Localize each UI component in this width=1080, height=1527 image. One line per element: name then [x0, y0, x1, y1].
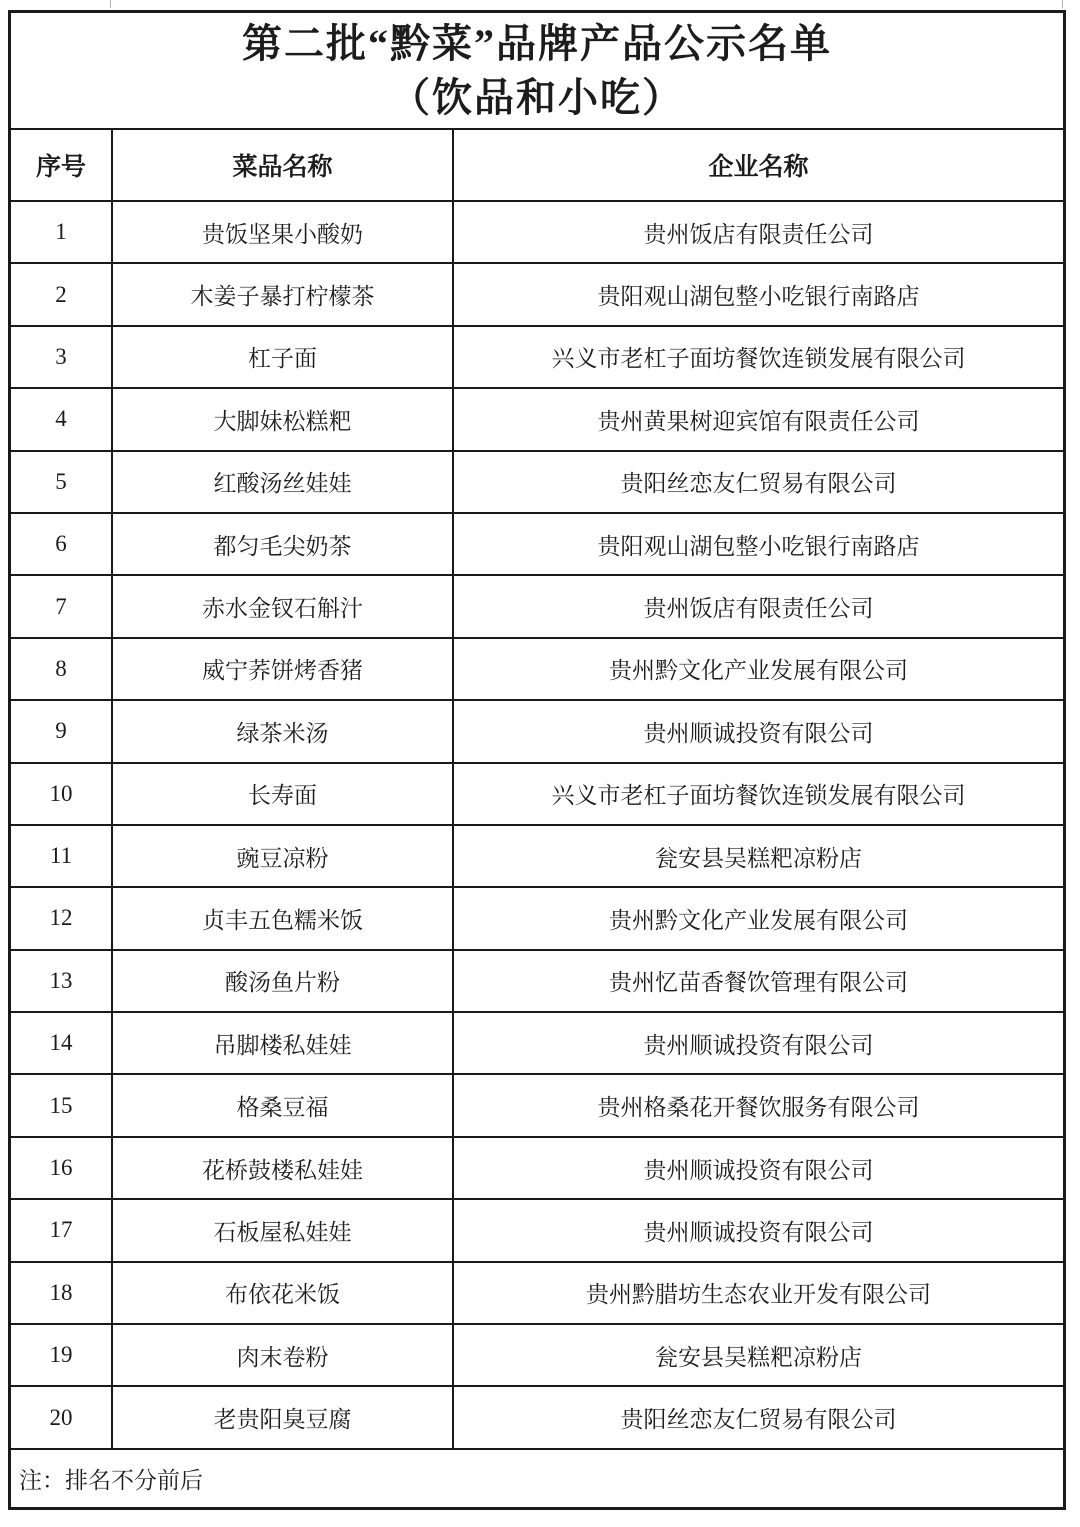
table-row — [11, 1136, 1063, 1198]
company-name: 兴义市老杠子面坊餐饮连锁发展有限公司 — [551, 346, 966, 372]
company-name: 贵州顺诚投资有限公司 — [643, 720, 874, 746]
row-number: 8 — [11, 639, 113, 699]
company-name: 贵州饭店有限责任公司 — [643, 221, 874, 247]
dish-name: 杠子面 — [113, 327, 454, 387]
row-number: 17 — [11, 1200, 113, 1260]
dish-name: 长寿面 — [113, 764, 454, 824]
header-dish-name: 菜品名称 — [113, 130, 454, 200]
dish-name: 酸汤鱼片粉 — [113, 951, 454, 1011]
row-number: 18 — [11, 1263, 113, 1323]
row-number: 14 — [11, 1013, 113, 1073]
table-row — [11, 1073, 1063, 1135]
company-name: 贵阳丝恋友仁贸易有限公司 — [620, 471, 897, 497]
dish-name: 豌豆凉粉 — [113, 826, 454, 886]
table-row — [11, 1198, 1063, 1260]
company-name: 贵州黔腊坊生态农业开发有限公司 — [586, 1282, 931, 1308]
table-row — [11, 824, 1063, 886]
row-number: 15 — [11, 1075, 113, 1135]
row-number: 3 — [11, 327, 113, 387]
dish-name: 格桑豆福 — [113, 1075, 454, 1135]
row-number: 9 — [11, 701, 113, 761]
company-name: 贵州忆苗香餐饮管理有限公司 — [609, 970, 908, 996]
dish-name: 石板屋私娃娃 — [113, 1200, 454, 1260]
row-number: 7 — [11, 576, 113, 636]
table-row — [11, 325, 1063, 387]
header-no: 序号 — [11, 130, 113, 200]
table-header-row — [11, 128, 1063, 200]
remnant-vertical-line — [110, 0, 111, 8]
table-row — [11, 1011, 1063, 1073]
row-number: 16 — [11, 1138, 113, 1198]
row-number: 12 — [11, 888, 113, 948]
table-row — [11, 637, 1063, 699]
company-name: 瓮安县吴糕粑凉粉店 — [655, 1344, 862, 1370]
company-name: 贵州饭店有限责任公司 — [643, 596, 874, 622]
table-row — [11, 574, 1063, 636]
table-row — [11, 699, 1063, 761]
company-name: 贵州顺诚投资有限公司 — [643, 1032, 874, 1058]
row-number: 5 — [11, 452, 113, 512]
company-name: 瓮安县吴糕粑凉粉店 — [655, 845, 862, 871]
company-name: 贵阳丝恋友仁贸易有限公司 — [620, 1407, 897, 1433]
row-number: 20 — [11, 1387, 113, 1447]
row-number: 10 — [11, 764, 113, 824]
dish-name: 大脚妹松糕粑 — [113, 389, 454, 449]
table-row — [11, 262, 1063, 324]
table-row — [11, 1385, 1063, 1447]
company-name: 贵州顺诚投资有限公司 — [643, 1157, 874, 1183]
company-name: 贵州顺诚投资有限公司 — [643, 1219, 874, 1245]
company-name: 贵州黄果树迎宾馆有限责任公司 — [597, 408, 920, 434]
dish-name: 绿茶米汤 — [113, 701, 454, 761]
title-line-1: 第二批“黔菜”品牌产品公示名单 — [242, 20, 832, 66]
table-row — [11, 450, 1063, 512]
table-body — [11, 200, 1063, 1448]
dish-name: 红酸汤丝娃娃 — [113, 452, 454, 512]
dish-name: 吊脚楼私娃娃 — [113, 1013, 454, 1073]
company-name: 贵州黔文化产业发展有限公司 — [609, 658, 908, 684]
dish-name: 都匀毛尖奶茶 — [113, 514, 454, 574]
company-name: 贵阳观山湖包整小吃银行南路店 — [597, 284, 920, 310]
dish-name: 布依花米饭 — [113, 1263, 454, 1323]
publicity-list-table — [8, 10, 1066, 1510]
table-row — [11, 886, 1063, 948]
dish-name: 木姜子暴打柠檬茶 — [113, 264, 454, 324]
header-company-name: 企业名称 — [708, 154, 809, 181]
dish-name: 赤水金钗石斛汁 — [113, 576, 454, 636]
footer-note: 注：排名不分前后 — [19, 1467, 203, 1493]
row-number: 2 — [11, 264, 113, 324]
table-title — [11, 13, 1063, 128]
table-row — [11, 1261, 1063, 1323]
row-number: 19 — [11, 1325, 113, 1385]
cropped-table-remnant — [0, 0, 1080, 10]
table-row — [11, 1323, 1063, 1385]
row-number: 4 — [11, 389, 113, 449]
row-number: 1 — [11, 202, 113, 262]
remnant-vertical-line — [1062, 0, 1063, 8]
footer-note-row — [11, 1448, 1063, 1507]
dish-name: 花桥鼓楼私娃娃 — [113, 1138, 454, 1198]
dish-name: 老贵阳臭豆腐 — [113, 1387, 454, 1447]
dish-name: 威宁荞饼烤香猪 — [113, 639, 454, 699]
table-row — [11, 387, 1063, 449]
company-name: 贵阳观山湖包整小吃银行南路店 — [597, 533, 920, 559]
dish-name: 贵饭坚果小酸奶 — [113, 202, 454, 262]
dish-name: 贞丰五色糯米饭 — [113, 888, 454, 948]
table-row — [11, 512, 1063, 574]
table-row — [11, 762, 1063, 824]
row-number: 11 — [11, 826, 113, 886]
company-name: 贵州黔文化产业发展有限公司 — [609, 907, 908, 933]
row-number: 13 — [11, 951, 113, 1011]
company-name: 兴义市老杠子面坊餐饮连锁发展有限公司 — [551, 783, 966, 809]
row-number: 6 — [11, 514, 113, 574]
table-row — [11, 949, 1063, 1011]
company-name: 贵州格桑花开餐饮服务有限公司 — [597, 1095, 920, 1121]
dish-name: 肉末卷粉 — [113, 1325, 454, 1385]
table-row — [11, 200, 1063, 262]
title-line-2: （饮品和小吃） — [390, 74, 684, 120]
